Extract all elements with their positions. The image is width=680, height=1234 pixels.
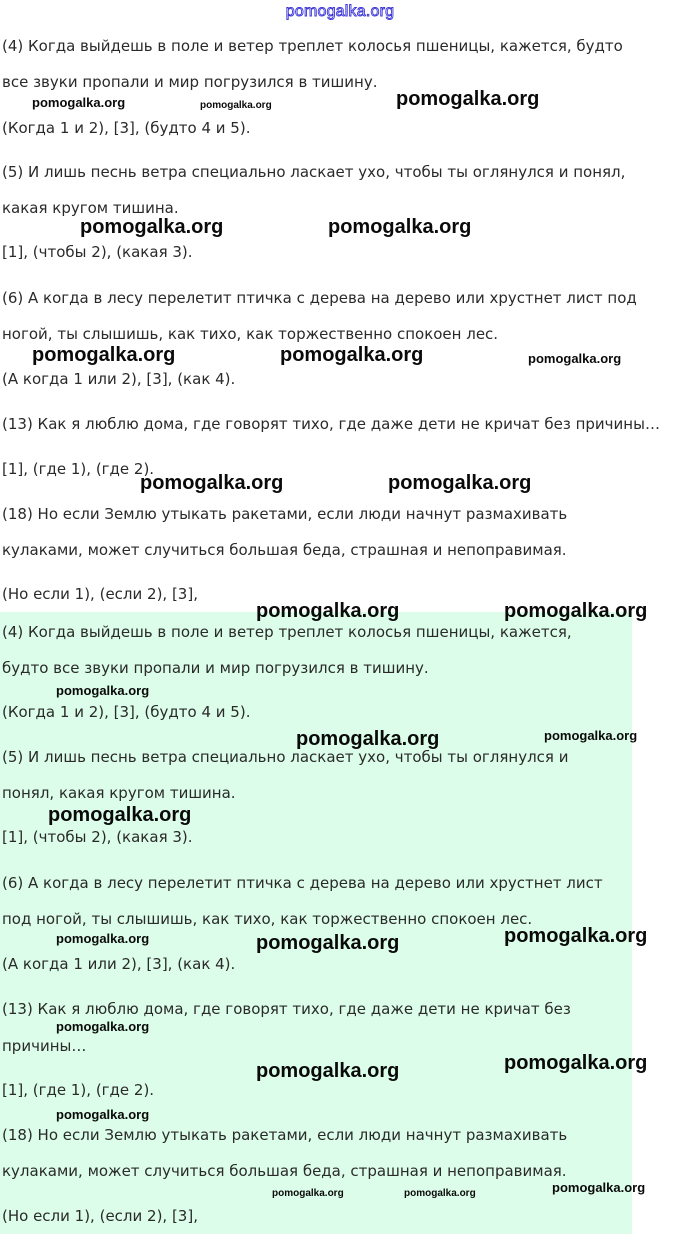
watermark: pomogalka.org [48, 804, 192, 826]
sentence-line: (18) Но если Землю утыкать ракетами, если люди начнут размахивать [2, 505, 568, 523]
answer-sentence-5-scheme: [1], (чтобы 2), (какая 3). [2, 828, 193, 846]
sentence-5-scheme: [1], (чтобы 2), (какая 3). [2, 243, 193, 261]
watermark: pomogalka.org [272, 1188, 344, 1199]
answer-sentence-5-block [2, 739, 568, 811]
watermark: pomogalka.org [32, 344, 176, 366]
watermark: pomogalka.org [504, 600, 648, 622]
sentence-18-scheme: (Но если 1), (если 2), [3], [2, 585, 198, 603]
sentence-line: кулаками, может случиться большая беда, страшная и непоправимая. [2, 541, 567, 559]
watermark: pomogalka.org [56, 931, 150, 946]
watermark: pomogalka.org [56, 1019, 150, 1034]
answer-sentence-18-scheme: (Но если 1), (если 2), [3], [2, 1207, 198, 1225]
watermark: pomogalka.org [328, 216, 472, 238]
sentence-line: (5) И лишь песнь ветра специально ласкает ухо, чтобы ты оглянулся и понял, [2, 163, 626, 181]
sentence-line: (6) А когда в лесу перелетит птичка с дерева на дерево или хрустнет лист [2, 874, 603, 892]
sentence-line: (5) И лишь песнь ветра специально ласкает ухо, чтобы ты оглянулся и [2, 748, 569, 766]
sentence-line: все звуки пропали и мир погрузился в тишину. [2, 73, 378, 91]
sentence-18-block [2, 496, 567, 568]
watermark: pomogalka.org [552, 1180, 646, 1195]
answer-sentence-6-scheme: (А когда 1 или 2), [3], (как 4). [2, 955, 236, 973]
sentence-line: под ногой, ты слышишь, как тихо, как торжественно спокоен лес. [2, 910, 533, 928]
answer-sentence-4-block [2, 614, 572, 686]
sentence-line: (13) Как я люблю дома, где говорят тихо, где даже дети не кричат без [2, 1000, 571, 1018]
sentence-line: какая кругом тишина. [2, 199, 179, 217]
watermark: pomogalka.org [256, 1060, 400, 1082]
sentence-13-block [2, 406, 660, 442]
sentence-4-scheme: (Когда 1 и 2), [3], (будто 4 и 5). [2, 119, 251, 137]
watermark: pomogalka.org [504, 925, 648, 947]
watermark: pomogalka.org [80, 216, 224, 238]
watermark: pomogalka.org [528, 351, 622, 366]
sentence-6-scheme: (А когда 1 или 2), [3], (как 4). [2, 370, 236, 388]
watermark: pomogalka.org [32, 95, 126, 110]
watermark: pomogalka.org [396, 88, 540, 110]
sentence-line: (13) Как я люблю дома, где говорят тихо, где даже дети не кричат без причины… [2, 415, 660, 433]
sentence-line: ногой, ты слышишь, как тихо, как торжественно спокоен лес. [2, 325, 499, 343]
watermark: pomogalka.org [200, 100, 272, 111]
answer-sentence-4-scheme: (Когда 1 и 2), [3], (будто 4 и 5). [2, 703, 251, 721]
sentence-line: (18) Но если Землю утыкать ракетами, если люди начнут размахивать [2, 1126, 568, 1144]
watermark: pomogalka.org [256, 600, 400, 622]
answer-sentence-18-block [2, 1117, 567, 1189]
sentence-line: понял, какая кругом тишина. [2, 784, 236, 802]
sentence-line: (4) Когда выйдешь в поле и ветер треплет колосья пшеницы, кажется, будто [2, 37, 623, 55]
watermark: pomogalka.org [504, 1052, 648, 1074]
sentence-line: кулаками, может случиться большая беда, страшная и непоправимая. [2, 1162, 567, 1180]
sentence-line: (4) Когда выйдешь в поле и ветер треплет колосья пшеницы, кажется, [2, 623, 572, 641]
watermark: pomogalka.org [296, 728, 440, 750]
sentence-6-block [2, 280, 637, 352]
site-header-link[interactable]: pomogalka.org [285, 3, 395, 20]
watermark: pomogalka.org [140, 472, 284, 494]
watermark: pomogalka.org [256, 932, 400, 954]
watermark: pomogalka.org [56, 1107, 150, 1122]
watermark: pomogalka.org [388, 472, 532, 494]
watermark: pomogalka.org [544, 728, 638, 743]
answer-sentence-13-scheme: [1], (где 1), (где 2). [2, 1081, 155, 1099]
sentence-line: (6) А когда в лесу перелетит птичка с дерева на дерево или хрустнет лист под [2, 289, 637, 307]
sentence-line: причины… [2, 1037, 87, 1055]
sentence-13-scheme: [1], (где 1), (где 2). [2, 460, 155, 478]
watermark: pomogalka.org [280, 344, 424, 366]
watermark: pomogalka.org [56, 683, 150, 698]
sentence-line: будто все звуки пропали и мир погрузился в тишину. [2, 659, 429, 677]
watermark: pomogalka.org [404, 1188, 476, 1199]
